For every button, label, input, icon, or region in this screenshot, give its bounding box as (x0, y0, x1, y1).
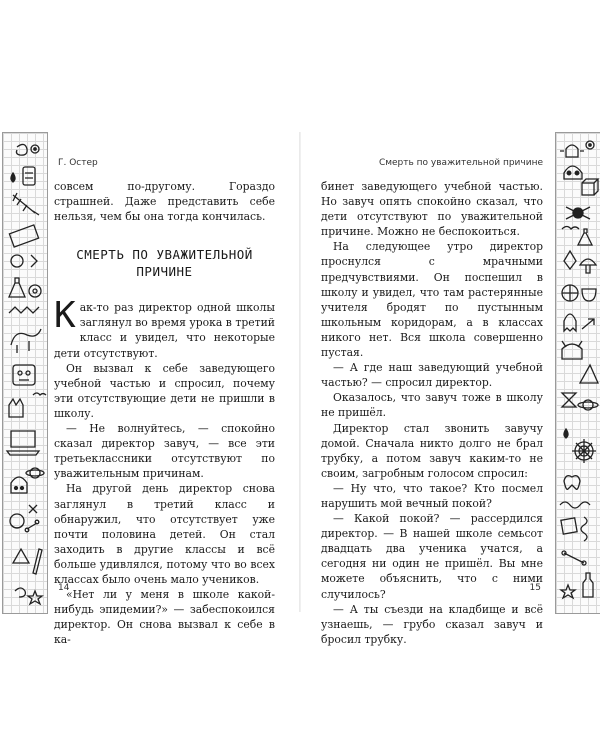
pencil-icon (33, 549, 42, 574)
ghost-icon (11, 255, 23, 267)
paragraph: На другой день директор снова заглянул в третий класс и обнаружил, что отсутствует уже почти половина детей. Он стал заходить в другие классы и всё больше удивлялся, потому что во всех классах было очень мало учеников. (54, 482, 275, 586)
bat-icon (562, 227, 579, 230)
crystal-icon (564, 251, 576, 269)
drop-icon (11, 173, 15, 182)
monster-icon (562, 341, 582, 359)
bone-icon (564, 553, 584, 563)
cube-icon (582, 183, 594, 195)
tooth-icon (564, 476, 580, 490)
right-doodle-strip (555, 132, 600, 614)
left-page (54, 132, 275, 647)
paragraph: — Ну что, что такое? Кто посмел нарушить мой вечный покой? (321, 481, 543, 510)
star-icon (28, 591, 42, 604)
star-icon (561, 585, 575, 598)
dinosaur-icon (11, 329, 41, 353)
skeleton-icon (13, 193, 39, 215)
right-page (321, 132, 543, 646)
right-page-body (321, 179, 543, 647)
cat-icon (9, 399, 23, 417)
bug-icon (560, 145, 584, 157)
swirl-icon (16, 144, 27, 155)
arrow-icon (582, 319, 594, 329)
paragraph: Оказалось, что завуч тоже в школу не пришёл. (321, 391, 543, 420)
triangle-icon (580, 365, 598, 383)
zigzag-icon (9, 307, 39, 313)
bottle-icon (583, 573, 593, 597)
paragraph: Директор стал звонить завучу домой. Сначала никто долго не брал трубку, а потом завуч каким-то не своим, загробным голосом спросил: (321, 421, 543, 480)
running-head-title: Смерть по уважительной причине (378, 158, 543, 168)
continuation-paragraph: совсем по-другому. Гораздо страшней. Даже представить себе нельзя, чем бы она тогда кончилась. (54, 180, 275, 224)
cell-icon (29, 285, 41, 297)
doodle-illustrations (3, 133, 47, 613)
paragraph: — А где наш заведующий учебной частью? — спросил директор. (321, 361, 543, 390)
left-doodle-strip (2, 132, 48, 614)
coil-icon (581, 517, 587, 541)
cauldron-icon (582, 289, 596, 301)
box-icon (561, 518, 577, 534)
running-head-author: Г. Остер (58, 158, 98, 168)
paragraph: — Не волнуйтесь, — спокойно сказал директор завуч, — все эти третьеклассники отсутствуют по уважительным причинам. (54, 422, 275, 481)
page-number-left: 14 (58, 583, 70, 593)
paragraph: Он вызвал к себе заведующего учебной частью и спросил, почему эти отсутствующие дети не пришли в школу. (54, 361, 275, 420)
doodle-illustrations (556, 133, 600, 613)
flask-icon (578, 229, 592, 245)
flask-icon (9, 278, 25, 297)
robot-icon (13, 365, 35, 385)
paragraph: — А ты съезди на кладбище и всё узнаешь, — грубо сказал завуч и бросил трубку. (321, 602, 543, 646)
chapter-title-line-2: ПРИЧИНЕ (136, 264, 193, 280)
opening-paragraph (54, 295, 275, 360)
paragraph: На следующее утро директор проснулся с мрачными предчувствиями. Он поспешил в школу и увидел, что там растерянные учителя бродят по пустынным школьным коридорам, а в классах никого нет. Вся школа совершенно пустая. (321, 240, 543, 360)
x-mark-icon (29, 505, 37, 513)
alien-icon (11, 477, 27, 493)
paragraph: «Нет ли у меня в школе какой-нибудь эпидемии?» — забеспокоился директор. Он снова вызвал к себе в ка- (54, 588, 275, 647)
wave-icon (560, 502, 590, 508)
hourglass-icon (562, 393, 576, 407)
paragraph: — Какой покой? — рассердился директор. — В нашей школе семьсот двадцать два ученика учатся, а сегодня ни один не пришёл. Вы мне можете объяснить, что с ними случилось? (321, 512, 543, 601)
drop-cap: К (54, 295, 76, 337)
spiral-icon (15, 588, 25, 597)
chapter-title-line-1: СМЕРТЬ ПО УВАЖИТЕЛЬНОЙ (76, 247, 253, 263)
chapter-title (54, 246, 275, 280)
jar-icon (23, 167, 35, 185)
triangle-icon (13, 549, 29, 563)
opening-paragraph-text: ак-то раз директор одной школы заглянул во время урока в третий класс и увидел, что некоторые дети отсутствуют. (54, 301, 275, 360)
book-icon (9, 225, 38, 247)
book-gutter (299, 132, 301, 612)
drop-icon (564, 429, 568, 438)
left-page-body (54, 179, 275, 647)
page-number-right: 15 (529, 583, 541, 593)
ghost-icon (564, 314, 576, 331)
mushroom-icon (580, 259, 596, 273)
book-spread (0, 132, 600, 647)
bat-icon (33, 393, 46, 395)
laptop-icon (7, 431, 39, 455)
paragraph: бинет заведующего учебной частью. Но завуч опять спокойно сказал, что дети отсутствуют по уважительной причине. Можно не беспокоиться. (321, 180, 543, 239)
